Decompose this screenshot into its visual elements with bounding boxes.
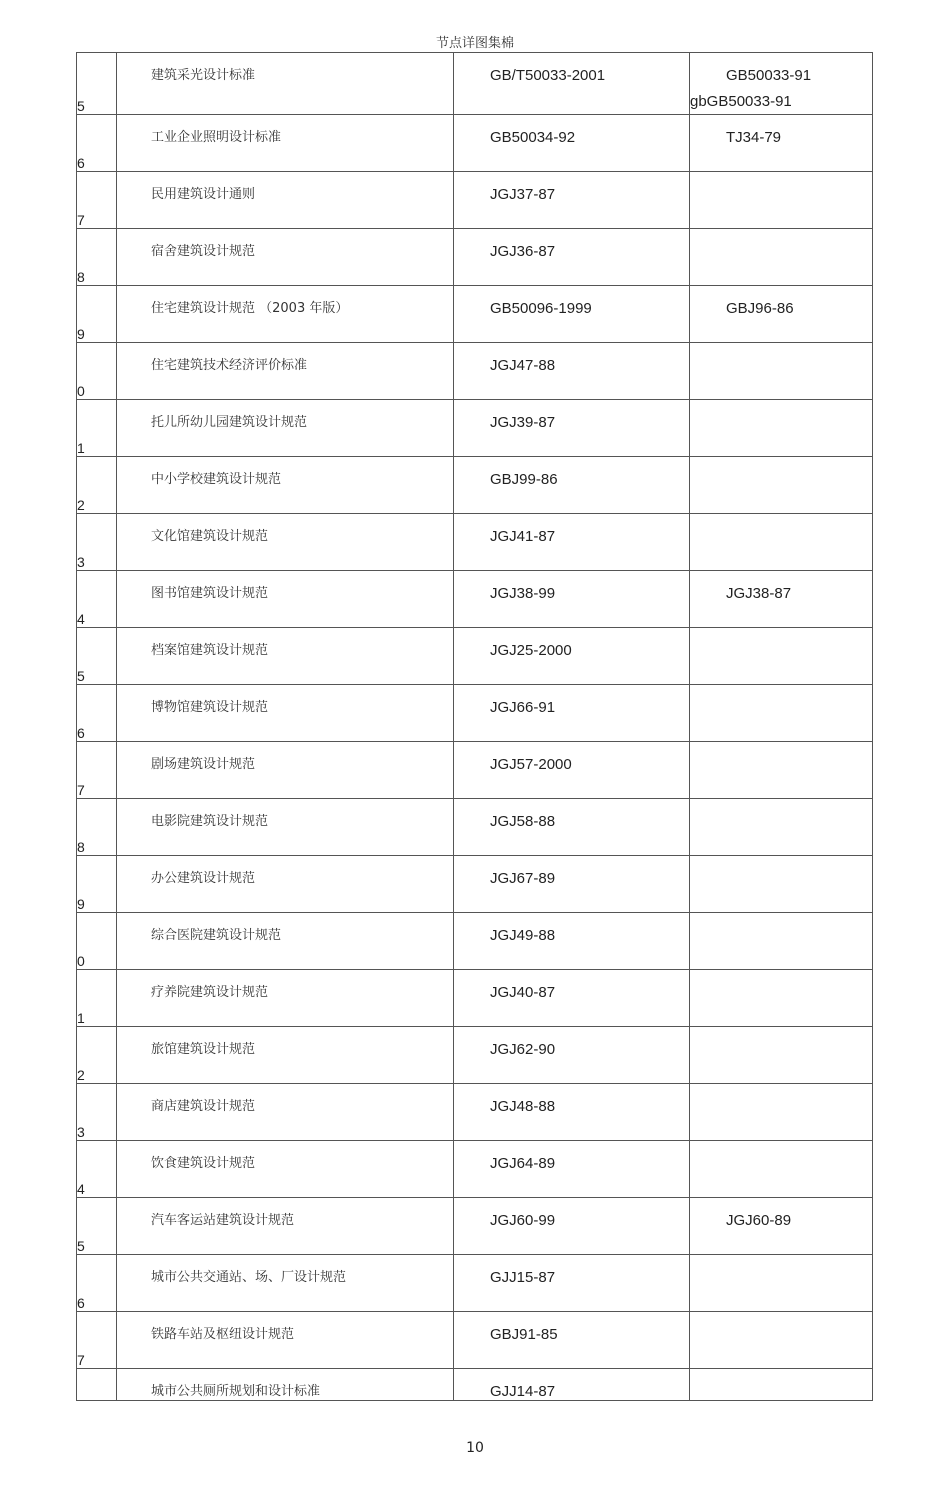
standard-name: 住宅建筑技术经济评价标准 <box>151 358 308 373</box>
superseded-code-cell <box>690 514 873 571</box>
standard-name-cell <box>117 172 454 229</box>
table-row <box>77 1312 873 1369</box>
standard-code-cell <box>454 1369 690 1401</box>
standard-code-cell <box>454 1255 690 1312</box>
standard-name: 城市公共交通站、场、厂设计规范 <box>151 1270 347 1285</box>
standard-name-cell <box>117 1084 454 1141</box>
row-number: 0 <box>77 953 85 969</box>
superseded-code: JGJ60-89 <box>726 1212 792 1229</box>
standard-code-cell <box>454 1141 690 1198</box>
standard-name-cell <box>117 1312 454 1369</box>
superseded-code: GBJ96-86 <box>726 300 794 317</box>
row-number-cell <box>77 1312 117 1369</box>
standard-name: 饮食建筑设计规范 <box>151 1156 256 1171</box>
table-row <box>77 343 873 400</box>
standard-code-cell <box>454 685 690 742</box>
standard-name: 民用建筑设计通则 <box>151 187 256 202</box>
standard-code: GBJ99-86 <box>490 471 558 488</box>
standard-name: 宿舍建筑设计规范 <box>151 244 256 259</box>
row-number: 6 <box>77 1295 85 1311</box>
table-row <box>77 53 873 115</box>
standard-name-cell <box>117 856 454 913</box>
row-number: 8 <box>77 269 85 285</box>
row-number-cell <box>77 1255 117 1312</box>
standard-name-cell <box>117 229 454 286</box>
standard-code: JGJ49-88 <box>490 927 556 944</box>
row-number: 5 <box>77 668 85 684</box>
standard-code: JGJ36-87 <box>490 243 556 260</box>
standard-name-cell <box>117 115 454 172</box>
standard-name-cell <box>117 1198 454 1255</box>
table-row <box>77 1198 873 1255</box>
row-number: 7 <box>77 212 85 228</box>
standard-name: 综合医院建筑设计规范 <box>151 928 282 943</box>
superseded-code-cell <box>690 742 873 799</box>
table-row <box>77 685 873 742</box>
table-row <box>77 1255 873 1312</box>
standard-name-cell <box>117 400 454 457</box>
standard-code: JGJ66-91 <box>490 699 556 716</box>
superseded-code-cell <box>690 172 873 229</box>
row-number: 8 <box>77 839 85 855</box>
row-number-cell <box>77 229 117 286</box>
row-number-cell <box>77 1084 117 1141</box>
standard-name-cell <box>117 514 454 571</box>
row-number: 9 <box>77 326 85 342</box>
row-number-cell <box>77 1027 117 1084</box>
table-row <box>77 1084 873 1141</box>
superseded-code-cell <box>690 970 873 1027</box>
table-row <box>77 742 873 799</box>
row-number-cell <box>77 1369 117 1401</box>
superseded-code-cell <box>690 343 873 400</box>
table-row <box>77 514 873 571</box>
standard-name: 档案馆建筑设计规范 <box>151 643 269 658</box>
row-number: 1 <box>77 1010 85 1026</box>
standard-name: 商店建筑设计规范 <box>151 1099 256 1114</box>
superseded-code-cell <box>690 1141 873 1198</box>
superseded-code: GB50033-91 <box>726 67 812 84</box>
standard-code: JGJ60-99 <box>490 1212 556 1229</box>
standard-name: 住宅建筑设计规范 （2003 年版） <box>151 301 349 316</box>
standard-code-cell <box>454 742 690 799</box>
standard-name: 文化馆建筑设计规范 <box>151 529 269 544</box>
table-row <box>77 913 873 970</box>
row-number: 3 <box>77 554 85 570</box>
superseded-code-cell <box>690 53 873 115</box>
standard-name: 托儿所幼儿园建筑设计规范 <box>151 415 308 430</box>
standard-code-cell <box>454 628 690 685</box>
row-number: 1 <box>77 440 85 456</box>
table-row <box>77 172 873 229</box>
standard-code: JGJ57-2000 <box>490 756 572 773</box>
superseded-code-cell <box>690 1027 873 1084</box>
superseded-code-cell <box>690 229 873 286</box>
superseded-code-cell <box>690 685 873 742</box>
standard-code: GB50034-92 <box>490 129 576 146</box>
standard-name-cell <box>117 286 454 343</box>
table-row <box>77 1027 873 1084</box>
table-row <box>77 571 873 628</box>
row-number-cell <box>77 856 117 913</box>
superseded-code-cell <box>690 1198 873 1255</box>
row-number: 4 <box>77 1181 85 1197</box>
table-row <box>77 1141 873 1198</box>
row-number: 5 <box>77 98 85 114</box>
standard-code-cell <box>454 343 690 400</box>
standard-code-cell <box>454 115 690 172</box>
superseded-code-cell <box>690 913 873 970</box>
superseded-code: TJ34-79 <box>726 129 782 146</box>
standard-code: GB/T50033-2001 <box>490 67 606 84</box>
row-number: 7 <box>77 782 85 798</box>
standard-code-cell <box>454 571 690 628</box>
standard-code-cell <box>454 970 690 1027</box>
standard-name-cell <box>117 1141 454 1198</box>
superseded-code-cell <box>690 1312 873 1369</box>
standard-name: 铁路车站及枢纽设计规范 <box>151 1327 295 1342</box>
standard-code: JGJ47-88 <box>490 357 556 374</box>
standard-code: JGJ25-2000 <box>490 642 572 659</box>
row-number-cell <box>77 1198 117 1255</box>
standard-name: 旅馆建筑设计规范 <box>151 1042 256 1057</box>
row-number-cell <box>77 742 117 799</box>
row-number-cell <box>77 571 117 628</box>
table-row <box>77 400 873 457</box>
table-row <box>77 628 873 685</box>
table-row <box>77 229 873 286</box>
superseded-code-cell <box>690 400 873 457</box>
standard-code: JGJ38-99 <box>490 585 556 602</box>
standard-code: GBJ91-85 <box>490 1326 558 1343</box>
standard-name-cell <box>117 742 454 799</box>
row-number-cell <box>77 913 117 970</box>
standard-name-cell <box>117 343 454 400</box>
table-row <box>77 286 873 343</box>
superseded-code-cell <box>690 1084 873 1141</box>
standard-name: 博物馆建筑设计规范 <box>151 700 269 715</box>
standard-code-cell <box>454 1312 690 1369</box>
standard-code: GJJ15-87 <box>490 1269 556 1286</box>
standard-code: JGJ37-87 <box>490 186 556 203</box>
standard-name-cell <box>117 799 454 856</box>
row-number: 2 <box>77 497 85 513</box>
superseded-code-cell <box>690 628 873 685</box>
superseded-code-cell <box>690 571 873 628</box>
row-number: 7 <box>77 1352 85 1368</box>
table-row <box>77 115 873 172</box>
standard-name: 建筑采光设计标准 <box>151 68 256 83</box>
row-number-cell <box>77 628 117 685</box>
page-number: 10 <box>466 1440 484 1456</box>
row-number: 2 <box>77 1067 85 1083</box>
standard-name-cell <box>117 53 454 115</box>
standard-code-cell <box>454 53 690 115</box>
standard-name: 汽车客运站建筑设计规范 <box>151 1213 295 1228</box>
row-number-cell <box>77 970 117 1027</box>
standard-name: 图书馆建筑设计规范 <box>151 586 269 601</box>
standard-code: JGJ64-89 <box>490 1155 556 1172</box>
table-row <box>77 1369 873 1401</box>
standard-code-cell <box>454 457 690 514</box>
standard-name: 工业企业照明设计标准 <box>151 130 282 145</box>
superseded-code-cell <box>690 856 873 913</box>
table-row <box>77 457 873 514</box>
row-number-cell <box>77 1141 117 1198</box>
row-number: 6 <box>77 725 85 741</box>
standard-code-cell <box>454 913 690 970</box>
standard-code-cell <box>454 1027 690 1084</box>
standard-name: 中小学校建筑设计规范 <box>151 472 282 487</box>
superseded-code-2: gbGB50033-91 <box>690 93 792 110</box>
standard-name: 剧场建筑设计规范 <box>151 757 256 772</box>
row-number: 3 <box>77 1124 85 1140</box>
standard-name-cell <box>117 1369 454 1401</box>
superseded-code-cell <box>690 115 873 172</box>
standards-table <box>76 52 873 1401</box>
standard-name: 疗养院建筑设计规范 <box>151 985 269 1000</box>
row-number-cell <box>77 400 117 457</box>
standard-code-cell <box>454 286 690 343</box>
superseded-code-cell <box>690 1255 873 1312</box>
row-number: 9 <box>77 896 85 912</box>
standard-code-cell <box>454 1084 690 1141</box>
table-row <box>77 970 873 1027</box>
row-number: 6 <box>77 155 85 171</box>
standard-code: JGJ62-90 <box>490 1041 556 1058</box>
row-number-cell <box>77 685 117 742</box>
standard-name-cell <box>117 457 454 514</box>
standard-code: JGJ39-87 <box>490 414 556 431</box>
standard-name: 城市公共厕所规划和设计标准 <box>151 1384 321 1399</box>
row-number-cell <box>77 799 117 856</box>
row-number-cell <box>77 53 117 115</box>
row-number: 4 <box>77 611 85 627</box>
standard-name-cell <box>117 571 454 628</box>
standard-code: GB50096-1999 <box>490 300 592 317</box>
standard-code-cell <box>454 229 690 286</box>
standard-code: JGJ48-88 <box>490 1098 556 1115</box>
standard-name: 办公建筑设计规范 <box>151 871 256 886</box>
standard-code-cell <box>454 856 690 913</box>
standard-code: JGJ40-87 <box>490 984 556 1001</box>
table-row <box>77 799 873 856</box>
superseded-code: JGJ38-87 <box>726 585 792 602</box>
row-number-cell <box>77 457 117 514</box>
row-number-cell <box>77 172 117 229</box>
standard-code: JGJ58-88 <box>490 813 556 830</box>
row-number-cell <box>77 286 117 343</box>
standard-code: JGJ41-87 <box>490 528 556 545</box>
standard-code-cell <box>454 400 690 457</box>
standard-code-cell <box>454 514 690 571</box>
standard-code-cell <box>454 799 690 856</box>
standard-name: 电影院建筑设计规范 <box>151 814 269 829</box>
row-number: 0 <box>77 383 85 399</box>
superseded-code-cell <box>690 799 873 856</box>
superseded-code-cell <box>690 286 873 343</box>
page-header: 节点详图集棉 <box>435 36 514 51</box>
row-number-cell <box>77 514 117 571</box>
standard-name-cell <box>117 913 454 970</box>
standard-name-cell <box>117 628 454 685</box>
standard-code: GJJ14-87 <box>490 1383 556 1400</box>
superseded-code-cell <box>690 1369 873 1401</box>
standard-name-cell <box>117 1027 454 1084</box>
row-number: 5 <box>77 1238 85 1254</box>
row-number-cell <box>77 115 117 172</box>
standard-name-cell <box>117 685 454 742</box>
table-row <box>77 856 873 913</box>
standard-code-cell <box>454 172 690 229</box>
row-number-cell <box>77 343 117 400</box>
standard-code-cell <box>454 1198 690 1255</box>
superseded-code-cell <box>690 457 873 514</box>
standard-code: JGJ67-89 <box>490 870 556 887</box>
standard-name-cell <box>117 970 454 1027</box>
standard-name-cell <box>117 1255 454 1312</box>
